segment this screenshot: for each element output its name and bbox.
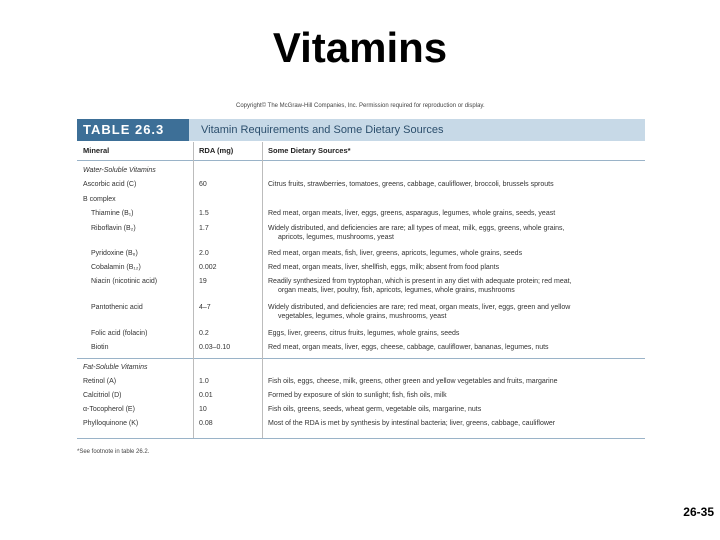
cell-sources: Most of the RDA is met by synthesis by intestinal bacteria; liver, greens, cabbage, cauliflower — [268, 420, 556, 427]
cell-vitamin-name: Retinol (A) — [83, 378, 117, 385]
column-header-mineral: Mineral — [83, 146, 110, 155]
cell-rda: 60 — [199, 181, 207, 188]
column-header-rda: RDA (mg) — [199, 146, 234, 155]
cell-rda: 0.03–0.10 — [199, 344, 231, 351]
cell-sources-continued: organ meats, liver, poultry, fish, apricots, legumes, whole grains, mushrooms — [278, 287, 515, 294]
table-header-bar — [77, 119, 645, 141]
table-caption: Vitamin Requirements and Some Dietary Sources — [189, 119, 645, 141]
cell-sources: Eggs, liver, greens, citrus fruits, legumes, whole grains, seeds — [268, 330, 460, 337]
cell-vitamin-name: Pantothenic acid — [91, 304, 143, 311]
cell-sources: Widely distributed, and deficiencies are rare; all types of meat, milk, eggs, greens, whole grains, — [268, 225, 565, 232]
cell-vitamin-name: α-Tocopherol (E) — [83, 406, 135, 413]
cell-vitamin-name: Cobalamin (B₁₂) — [91, 264, 141, 271]
cell-sources: Red meat, organ meats, fish, liver, greens, apricots, legumes, whole grains, seeds — [268, 250, 523, 257]
cell-sources: Fish oils, greens, seeds, wheat germ, vegetable oils, margarine, nuts — [268, 406, 482, 413]
table-bottom-rule — [77, 438, 645, 439]
cell-vitamin-name: Phylloquinone (K) — [83, 420, 139, 427]
cell-vitamin-name: Ascorbic acid (C) — [83, 181, 137, 188]
cell-vitamin-name: Pyridoxine (B₆) — [91, 250, 138, 257]
cell-rda: 2.0 — [199, 250, 209, 257]
copyright-notice: Copyright© The McGraw-Hill Companies, Inc. Permission required for reproduction or display. — [236, 103, 485, 109]
cell-sources-continued: apricots, legumes, mushrooms, yeast — [278, 234, 394, 241]
cell-sources: Readily synthesized from tryptophan, which is present in any diet with adequate protein; red meat, — [268, 278, 572, 285]
cell-vitamin-name: B complex — [83, 196, 116, 203]
column-header-sources: Some Dietary Sources* — [268, 146, 351, 155]
cell-sources: Citrus fruits, strawberries, tomatoes, greens, cabbage, cauliflower, broccoli, brussels sprouts — [268, 181, 554, 188]
cell-sources: Red meat, organ meats, liver, eggs, greens, asparagus, legumes, whole grains, seeds, yeast — [268, 210, 556, 217]
page-number: 26-35 — [683, 505, 714, 519]
column-divider — [262, 142, 263, 438]
cell-rda: 0.01 — [199, 392, 213, 399]
cell-rda: 0.002 — [199, 264, 217, 271]
cell-rda: 0.2 — [199, 330, 209, 337]
cell-sources: Fish oils, eggs, cheese, milk, greens, other green and yellow vegetables and fruits, margarine — [268, 378, 558, 385]
column-divider — [193, 142, 194, 438]
cell-sources: Formed by exposure of skin to sunlight; fish, fish oils, milk — [268, 392, 447, 399]
cell-vitamin-name: Thiamine (B₁) — [91, 210, 134, 217]
cell-sources: Red meat, organ meats, liver, eggs, cheese, cabbage, cauliflower, bananas, legumes, nuts — [268, 344, 549, 351]
cell-rda: 10 — [199, 406, 207, 413]
cell-rda: 1.7 — [199, 225, 209, 232]
cell-sources: Widely distributed, and deficiencies are rare; red meat, organ meats, liver, eggs, green and yellow — [268, 304, 571, 311]
section-water-soluble: Water-Soluble Vitamins — [83, 167, 156, 174]
table-number: TABLE 26.3 — [77, 119, 189, 141]
cell-vitamin-name: Riboflavin (B₂) — [91, 225, 136, 232]
cell-rda: 1.5 — [199, 210, 209, 217]
cell-vitamin-name: Folic acid (folacin) — [91, 330, 148, 337]
cell-rda: 0.08 — [199, 420, 213, 427]
cell-vitamin-name: Niacin (nicotinic acid) — [91, 278, 158, 285]
slide-title: Vitamins — [272, 24, 448, 71]
table-footnote: *See footnote in table 26.2. — [77, 449, 150, 455]
cell-rda: 19 — [199, 278, 207, 285]
section-fat-soluble: Fat-Soluble Vitamins — [83, 364, 148, 371]
cell-sources-continued: vegetables, legumes, whole grains, mushrooms, yeast — [278, 313, 447, 320]
cell-sources: Red meat, organ meats, liver, shellfish, eggs, milk; absent from food plants — [268, 264, 500, 271]
cell-vitamin-name: Biotin — [91, 344, 109, 351]
section-divider — [77, 358, 645, 359]
cell-vitamin-name: Calcitriol (D) — [83, 392, 122, 399]
header-rule — [77, 160, 645, 161]
cell-rda: 1.0 — [199, 378, 209, 385]
cell-rda: 4–7 — [199, 304, 211, 311]
